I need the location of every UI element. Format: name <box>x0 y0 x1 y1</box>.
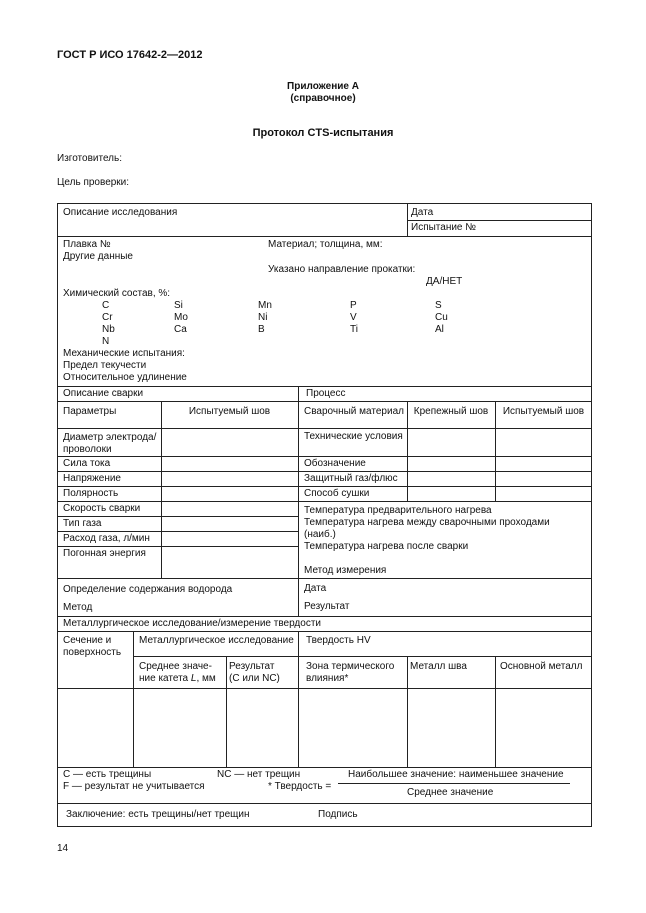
element-cr: Cr <box>102 312 113 323</box>
element-al: Al <box>435 324 444 335</box>
haz-label: Зона термического <box>306 661 395 672</box>
welding-description-label: Описание сварки <box>63 388 144 399</box>
result-c-nc-label-2: (C или NC) <box>229 673 280 684</box>
section-surface-label: Сечение и <box>63 635 112 646</box>
voltage-label: Напряжение <box>63 473 121 484</box>
tech-conditions-label: Технические условия <box>304 431 403 442</box>
parameters-header: Параметры <box>63 406 117 417</box>
average-leg-label: Среднее значе- <box>139 661 212 672</box>
hydrogen-result-label: Результат <box>304 601 350 612</box>
gas-type-label: Тип газа <box>63 518 102 529</box>
process-label: Процесс <box>306 388 346 399</box>
mechanical-tests-label: Механические испытания: <box>63 348 185 359</box>
heat-number-label: Плавка № <box>63 239 111 250</box>
weld-speed-label: Скорость сварки <box>63 503 141 514</box>
electrode-diameter-label: Диаметр электрода/ <box>63 432 157 443</box>
hardness-formula-label: * Твердость = <box>268 781 332 792</box>
hydrogen-determination-label: Определение содержания водорода <box>63 584 233 595</box>
other-data-label: Другие данные <box>63 251 133 262</box>
element-si: Si <box>174 300 183 311</box>
element-n: N <box>102 336 110 347</box>
conclusion-label: Заключение: есть трещины/нет трещин <box>66 809 250 820</box>
result-c-nc-label: Результат <box>229 661 275 672</box>
base-metal-label: Основной металл <box>500 661 583 672</box>
element-ti: Ti <box>350 324 358 335</box>
c-cracks-legend: C — есть трещины <box>63 769 152 780</box>
material-thickness-label: Материал; толщина, мм: <box>268 239 383 250</box>
shield-gas-flux-label: Защитный газ/флюс <box>304 473 398 484</box>
element-ni: Ni <box>258 312 268 323</box>
hydrogen-method-label: Метод <box>63 602 93 613</box>
welding-material-header: Сварочный материал <box>304 406 404 417</box>
interpass-temp-label-2: (наиб.) <box>304 529 336 540</box>
average-value-label: Среднее значение <box>407 787 494 798</box>
test-number-label: Испытание № <box>411 222 476 233</box>
current-label: Сила тока <box>63 458 111 469</box>
protocol-title: Протокол CTS-испытания <box>252 127 394 139</box>
drying-method-label: Способ сушки <box>304 488 370 499</box>
gas-flow-label: Расход газа, л/мин <box>63 533 150 544</box>
yes-no-value: ДА/НЕТ <box>426 276 463 287</box>
fraction-line <box>338 783 570 784</box>
test-weld-header-2: Испытуемый шов <box>502 406 585 417</box>
rolling-direction-label: Указано направление прокатки: <box>268 264 416 275</box>
test-weld-header: Испытуемый шов <box>188 406 271 417</box>
nc-cracks-legend: NC — нет трещин <box>217 769 301 780</box>
postweld-temp-label: Температура нагрева после сварки <box>304 541 469 552</box>
hydrogen-date-label: Дата <box>304 583 327 594</box>
chemical-composition-label: Химический состав, %: <box>63 288 171 299</box>
page-number: 14 <box>57 843 69 854</box>
haz-label-2: влияния* <box>306 673 349 684</box>
metallurgical-hardness-label: Металлургическое исследование/измерение твердости <box>63 618 321 629</box>
section-surface-label-2: поверхность <box>63 647 122 658</box>
appendix-note: (справочное) <box>290 93 356 104</box>
element-v: V <box>350 312 357 323</box>
fixing-weld-header: Крепежный шов <box>413 406 489 417</box>
electrode-diameter-label-2: проволоки <box>63 444 112 455</box>
yield-point-label: Предел текучести <box>63 360 147 371</box>
heat-input-label: Погонная энергия <box>63 548 146 559</box>
element-nb: Nb <box>102 324 115 335</box>
element-mo: Mo <box>174 312 188 323</box>
polarity-label: Полярность <box>63 488 119 499</box>
preheat-temp-label: Температура предварительного нагрева <box>304 505 492 516</box>
appendix-title: Приложение А <box>287 81 359 92</box>
standard-code: ГОСТ Р ИСО 17642-2—2012 <box>57 49 203 61</box>
element-c: C <box>102 300 110 311</box>
weld-metal-label: Металл шва <box>410 661 467 672</box>
element-b: B <box>258 324 265 335</box>
elongation-label: Относительное удлинение <box>63 372 187 383</box>
signature-label: Подпись <box>318 809 358 820</box>
element-mn: Mn <box>258 300 272 311</box>
f-not-counted-legend: F — результат не учитывается <box>63 781 205 792</box>
research-description-label: Описание исследования <box>63 207 178 218</box>
interpass-temp-label: Температура нагрева между сварочными проходами <box>304 517 550 528</box>
element-p: P <box>350 300 357 311</box>
manufacturer-label: Изготовитель: <box>57 153 122 164</box>
purpose-label: Цель проверки: <box>57 177 130 188</box>
average-leg-label-2: ние катета L, мм <box>139 673 216 684</box>
designation-label: Обозначение <box>304 458 366 469</box>
element-cu: Cu <box>435 312 448 323</box>
measure-method-label: Метод измерения <box>304 565 387 576</box>
element-s: S <box>435 300 442 311</box>
element-ca: Ca <box>174 324 187 335</box>
hardness-hv-label: Твердость HV <box>306 635 371 646</box>
date-label: Дата <box>411 207 434 218</box>
max-min-label: Наибольшее значение: наименьшее значение <box>348 769 564 780</box>
metallurgical-research-label: Металлургическое исследование <box>139 635 294 646</box>
